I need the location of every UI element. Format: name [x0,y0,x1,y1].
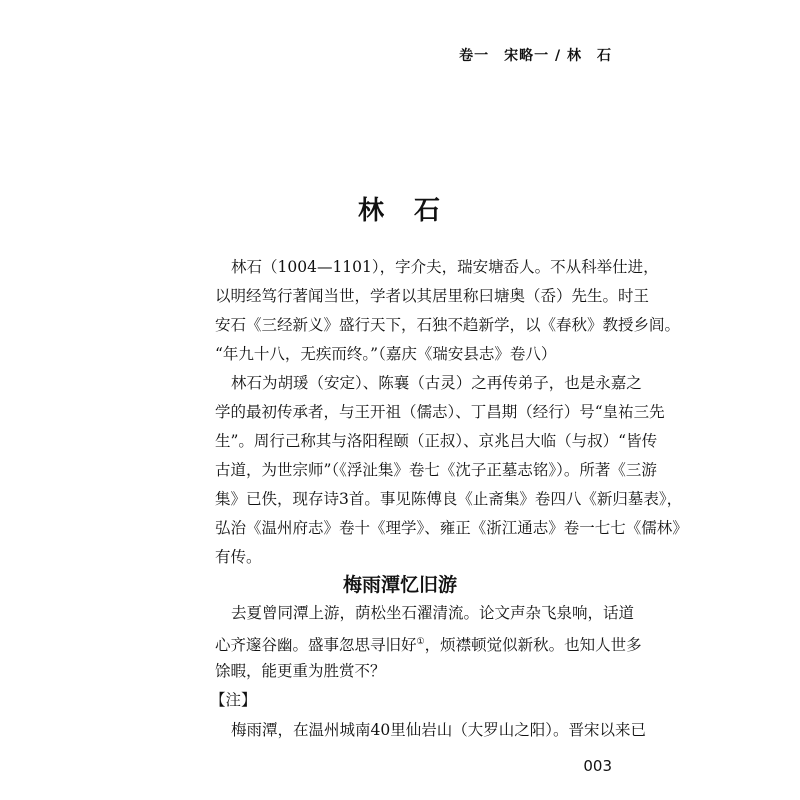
note-label: 【注】 [210,691,257,709]
bio-line: 有传。 [215,548,262,566]
poem-title: 梅雨潭忆旧游 [342,574,457,596]
bio-line: 林石为胡瑗（安定）、陈襄（古灵）之再传弟子，也是永嘉之 [231,374,642,392]
bio-line: 林石（1004—1101），字介夫，瑞安塘岙人。不从科举仕进， [231,258,659,276]
running-header: 卷一 宋略一 / 林 石 [459,48,612,64]
bio-line: 古道，为世宗师”（《浮沚集》卷七《沈子正墓志铭》）。所著《三游 [215,461,657,479]
bio-line: 学的最初传承者，与王开祖（儒志）、丁昌期（经行）号“皇祐三先 [215,403,665,421]
bio-line: “年九十八，无疾而终。”（嘉庆《瑞安县志》卷八） [215,345,557,363]
footnote-marker[interactable]: ① [416,637,425,647]
bio-line: 以明经笃行著闻当世，学者以其居里称曰塘奥（岙）先生。时王 [215,287,650,305]
bio-line: 安石《三经新义》盛行天下，石独不趋新学，以《春秋》教授乡闾。 [215,316,681,334]
page-number: 003 [583,757,612,775]
page-title: 林 石 [357,196,442,226]
note-text: 梅雨潭，在温州城南40里仙岩山（大罗山之阳）。晋宋以来已 [231,721,646,739]
bio-line: 生”。周行己称其与洛阳程颐（正叔）、京兆吕大临（与叔）“皆传 [215,432,658,450]
poem-line: 心齐邃谷幽。盛事忽思寻旧好①，烦襟顿觉似新秋。也知人世多 [215,636,642,655]
bio-line: 弘治《温州府志》卷十《理学》、雍正《浙江通志》卷一七七《儒林》 [215,519,688,537]
poem-line: 去夏曾同潭上游，荫松坐石濯清流。论文声杂飞泉响，话道 [231,604,635,622]
bio-line: 集》已佚，现存诗3首。事见陈傅良《止斋集》卷四八《新归墓表》， [215,490,683,508]
poem-line: 馀暇，能更重为胜赏不？ [215,662,386,680]
